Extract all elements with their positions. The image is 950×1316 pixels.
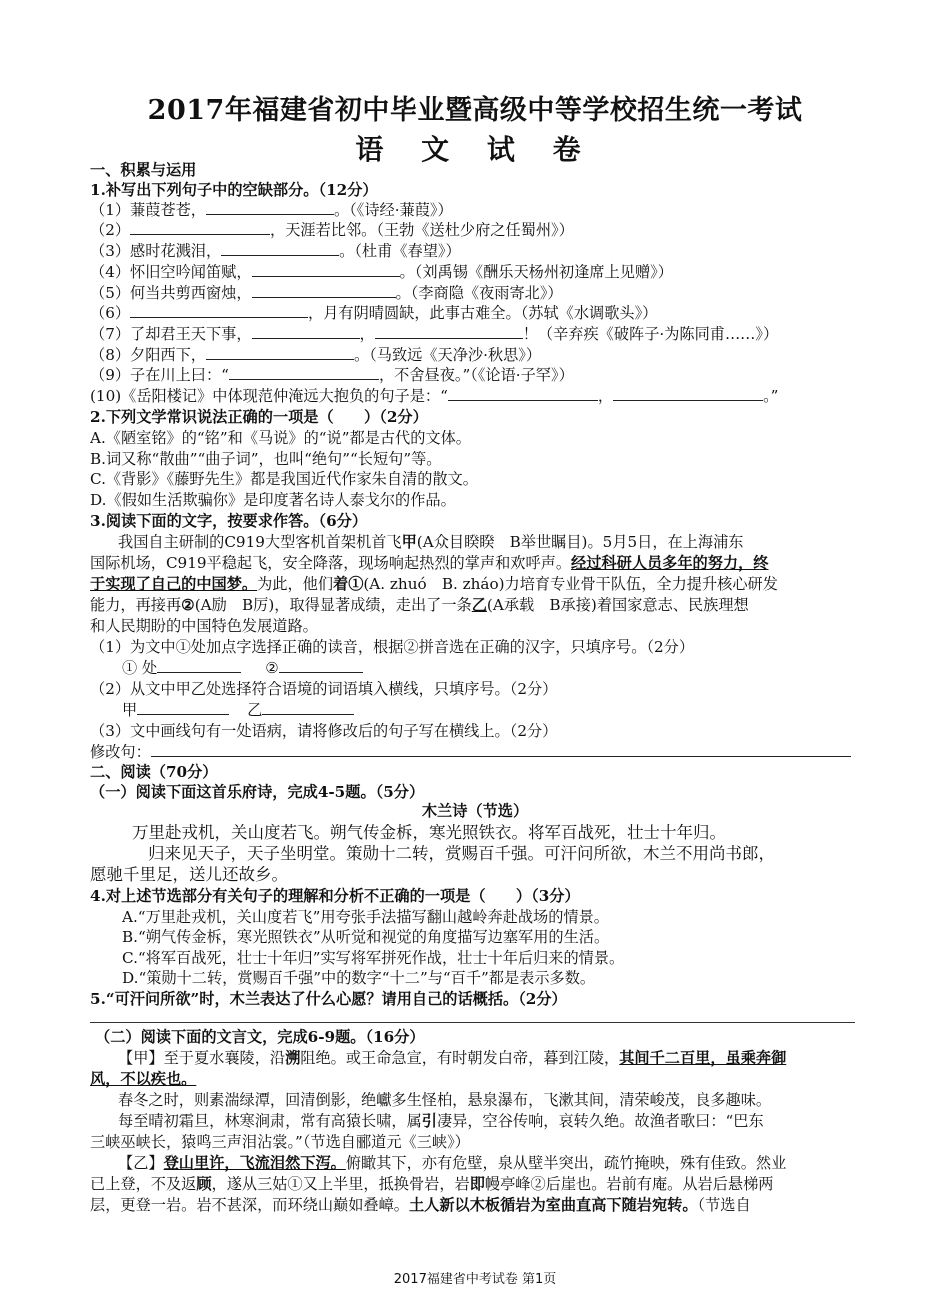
underlined-sentence: 于实现了自己的中国梦。 [90, 575, 258, 593]
q2-option-a: A.《陋室铭》的“铭”和《马说》的“说”都是古代的文体。 [90, 429, 471, 447]
marker-yi: 乙 [471, 596, 487, 614]
answer-blank[interactable] [206, 200, 334, 215]
answer-blank[interactable] [262, 700, 354, 715]
passage-text: 凄异，空谷传响，哀转久绝。故渔者歌曰：“巴东 [436, 1112, 764, 1130]
q1-text: （7）了却君王天下事， [90, 325, 252, 343]
section-heading-1: 一、积累与运用 [90, 161, 197, 179]
passage-text: 层，更登一岩。岩不甚深，而环绕山巅如叠嶂。 [90, 1196, 409, 1214]
question-2-heading: 2.下列文学常识说法正确的一项是（ ）（2分） [90, 408, 428, 426]
answer-line[interactable] [90, 1022, 855, 1023]
q1-text: ，月有阴晴圆缺，此事古难全。（苏轼《水调歌头》） [308, 304, 658, 322]
q1-line-7 [90, 324, 870, 344]
q3-paragraph-line-3 [90, 574, 870, 594]
q1-text: （1）蒹葭苍苍， [90, 201, 206, 219]
passage-text: ，遂从三姑①又上半里，抵换骨岩，岩 [211, 1175, 470, 1193]
q1-line-4 [90, 262, 870, 282]
question-1-heading: 1.补写出下列句子中的空缺部分。（12分） [90, 181, 378, 199]
passage-text: （节选自 [697, 1196, 751, 1214]
exam-subtitle: 语 文 试 卷 [355, 133, 595, 166]
yi-line-1 [118, 1153, 870, 1173]
marker-jia: 甲 [401, 533, 417, 551]
jia-line-5: 三峡巫峡长，猿鸣三声泪沾裳。”（节选自郦道元《三峡》） [90, 1133, 470, 1151]
section-heading-2: 二、阅读（70分） [90, 763, 218, 781]
q4-option-a: A.“万里赴戎机，关山度若飞”用夸张手法描写翻山越岭奔赴战场的情景。 [122, 908, 609, 926]
q3-paragraph-line-5: 和人民期盼的中国特色发展道路。 [90, 617, 318, 635]
q1-text: ，不舍昼夜。”（《论语·子罕》） [378, 366, 574, 384]
passage-text: 俯瞰其下，亦有危壁，泉从壁半突出，疏竹掩映，殊有佳致。然业 [345, 1154, 787, 1172]
answer-blank[interactable] [252, 262, 400, 277]
dotted-character: 溯 [285, 1049, 301, 1067]
answer-blank[interactable] [130, 303, 308, 318]
q1-text: 。（李商隐《夜雨寄北》） [395, 284, 563, 302]
answer-blank[interactable] [229, 365, 379, 380]
jia-line-3: 春冬之时，则素湍绿潭，回清倒影，绝巘多生怪柏，悬泉瀑布，飞漱其间，清荣峻茂，良多趣味。 [118, 1091, 772, 1109]
q1-line-10 [90, 386, 870, 406]
q1-line-5 [90, 283, 870, 303]
q1-text: 。（刘禹锡《酬乐天杨州初逢席上见赠》） [399, 263, 673, 281]
dotted-character: 即 [469, 1175, 485, 1193]
poem-line-1: 万里赴戎机，关山度若飞。朔气传金柝，寒光照铁衣。将军百战死，壮士十年归。 [132, 823, 726, 842]
passage-text: 每至晴初霜旦，林寒涧肃，常有高猿长啸，属 [118, 1112, 422, 1130]
q1-text: 。（杜甫《春望》） [339, 242, 461, 260]
bold-sentence: 土人新以木板循岩为室曲直高下随岩宛转。 [408, 1196, 698, 1214]
q1-line-8 [90, 345, 870, 365]
q3-text: 乙 [247, 701, 263, 719]
q1-line-9 [90, 365, 870, 385]
q1-line-2 [90, 220, 870, 240]
q2-option-c: C.《背影》《藤野先生》都是我国近代作家朱自清的散文。 [90, 470, 478, 488]
passage-text: 已上登，不及返 [90, 1175, 197, 1193]
marker-1: 着① [333, 575, 364, 593]
poem-line-2: 归来见天子，天子坐明堂。策勋十二转，赏赐百千强。可汗问所欲，木兰不用尚书郎， [148, 844, 775, 863]
q1-text: ， [359, 325, 375, 343]
q1-text: （8）夕阳西下， [90, 346, 206, 364]
q1-line-6 [90, 303, 870, 323]
passage-text: 幔亭峰②后崖也。岩前有庵。从岩后悬梯两 [484, 1175, 774, 1193]
q1-text: （2） [90, 221, 131, 239]
q1-text: （5）何当共剪西窗烛， [90, 284, 252, 302]
answer-blank[interactable] [206, 345, 354, 360]
q1-text: ， [597, 387, 614, 405]
q2-option-d: D.《假如生活欺骗你》是印度著名诗人泰戈尔的作品。 [90, 491, 456, 509]
answer-blank[interactable] [151, 742, 851, 757]
q4-option-c: C.“将军百战死，壮士十年归”实写将军拼死作战，壮士十年后归来的情景。 [122, 949, 625, 967]
jia-line-1 [118, 1048, 870, 1068]
underlined-sentence: 登山里许，飞流泪然下泻。 [163, 1154, 346, 1172]
answer-blank[interactable] [613, 386, 763, 401]
part-1-heading: （一）阅读下面这首乐府诗，完成4-5题。（5分） [90, 783, 425, 801]
q3-text: 国际机场，C919平稳起飞，安全降落，现场响起热烈的掌声和欢呼声。 [90, 554, 572, 572]
question-3-heading: 3.阅读下面的文字，按要求作答。（6分） [90, 512, 368, 530]
poem-line-3: 愿驰千里足，送儿还故乡。 [90, 865, 288, 884]
part-2-heading: （二）阅读下面的文言文，完成6-9题。（16分） [95, 1028, 425, 1046]
answer-blank[interactable] [375, 324, 523, 339]
answer-blank[interactable] [157, 658, 241, 673]
dotted-character: 引 [421, 1112, 437, 1130]
q1-text: ，天涯若比邻。（王勃《送杜少府之任蜀州》） [270, 221, 574, 239]
q3-sub-1-fill [122, 658, 902, 678]
q4-option-d: D.“策勋十二转，赏赐百千强”中的数字“十二”与“百千”都是表示多数。 [122, 969, 596, 987]
q1-line-3 [90, 241, 870, 261]
yi-line-2 [90, 1174, 870, 1194]
q1-text: 。（马致远《天净沙·秋思》） [353, 346, 542, 364]
answer-blank[interactable] [137, 700, 229, 715]
underlined-sentence: 风，不以疾也。 [90, 1070, 197, 1088]
underlined-sentence: 经过科研人员多年的努力，终 [571, 554, 769, 572]
answer-blank[interactable] [252, 324, 360, 339]
q3-sub-2-fill [122, 700, 902, 720]
q1-text: （4）怀旧空吟闻笛赋， [90, 263, 252, 281]
q1-text: 。” [763, 387, 779, 405]
q3-text: ② [265, 659, 279, 677]
q3-paragraph-line-2 [90, 553, 870, 573]
answer-blank[interactable] [448, 386, 598, 401]
q3-text: (A励 B厉)，取得显著成绩，走出了一条 [194, 596, 472, 614]
marker-2: ② [181, 596, 195, 614]
q4-option-b: B.“朔气传金柝，寒光照铁衣”从听觉和视觉的角度描写边塞军用的生活。 [122, 928, 610, 946]
q3-text: 修改句： [90, 743, 151, 761]
q1-text: （9）子在川上曰：“ [90, 366, 229, 384]
q3-paragraph-line-1 [118, 532, 870, 552]
q3-sub-3-fill [90, 742, 870, 762]
exam-title: 2017年福建省初中毕业暨高级中等学校招生统一考试 [147, 95, 803, 126]
poem-title: 木兰诗（节选） [421, 802, 529, 820]
q3-sub-2: （2）从文中甲乙处选择符合语境的词语填入横线，只填序号。（2分） [90, 680, 558, 698]
jia-line-2 [90, 1069, 870, 1089]
underlined-sentence: 其间千二百里，虽乘奔御 [619, 1049, 787, 1067]
q3-text: 甲 [122, 701, 138, 719]
jia-line-4 [118, 1111, 870, 1131]
q3-text: 为此，他们 [257, 575, 333, 593]
passage-text: 【甲】至于夏水襄陵，沿 [118, 1049, 286, 1067]
q3-text: ① 处 [122, 659, 158, 677]
q3-paragraph-line-4 [90, 595, 870, 615]
q3-text: (A承载 B承接)着国家意志、民族理想 [486, 596, 749, 614]
q1-text: (10)《岳阳楼记》中体现范仲淹远大抱负的句子是：“ [90, 387, 448, 405]
q1-text: 。（《诗经·蒹葭》） [333, 201, 453, 219]
q3-text: 能力，再接再 [90, 596, 182, 614]
dotted-character: 顾 [196, 1175, 212, 1193]
q2-option-b: B.词又称“散曲”“曲子词”，也叫“绝句”“长短句”等。 [90, 450, 442, 468]
answer-blank[interactable] [130, 220, 270, 235]
yi-line-3 [90, 1195, 870, 1215]
q3-text: (A. zhuó B. zháo)力培育专业骨干队伍，全力提升核心研发 [363, 575, 778, 593]
question-4-heading: 4.对上述节选部分有关句子的理解和分析不正确的一项是（ ）（3分） [90, 887, 580, 905]
passage-text: 阻绝。或王命急宣，有时朝发白帝，暮到江陵， [300, 1049, 620, 1067]
q3-sub-1: （1）为文中①处加点字选择正确的读音，根据②拼音选在正确的汉字，只填序号。（2分） [90, 638, 695, 656]
q3-sub-3: （3）文中画线句有一处语病，请将修改后的句子写在横线上。（2分） [90, 722, 558, 740]
passage-text: 【乙】 [118, 1154, 164, 1172]
answer-blank[interactable] [279, 658, 363, 673]
q1-text: ！（辛弃疾《破阵子·为陈同甫……》） [522, 325, 779, 343]
page-footer: 2017福建省中考试卷 第1页 [393, 1272, 557, 1287]
q1-line-1 [90, 200, 870, 220]
q3-text: 我国自主研制的C919大型客机首架机首飞 [118, 533, 402, 551]
q3-text: (A众目睽睽 B举世瞩目)。5月5日，在上海浦东 [416, 533, 744, 551]
question-5-heading: 5.“可汗问所欲”时，木兰表达了什么心愿？请用自己的话概括。（2分） [90, 990, 567, 1008]
answer-blank[interactable] [221, 241, 339, 256]
q1-text: （6） [90, 304, 131, 322]
q1-text: （3）感时花溅泪， [90, 242, 222, 260]
answer-blank[interactable] [252, 283, 396, 298]
